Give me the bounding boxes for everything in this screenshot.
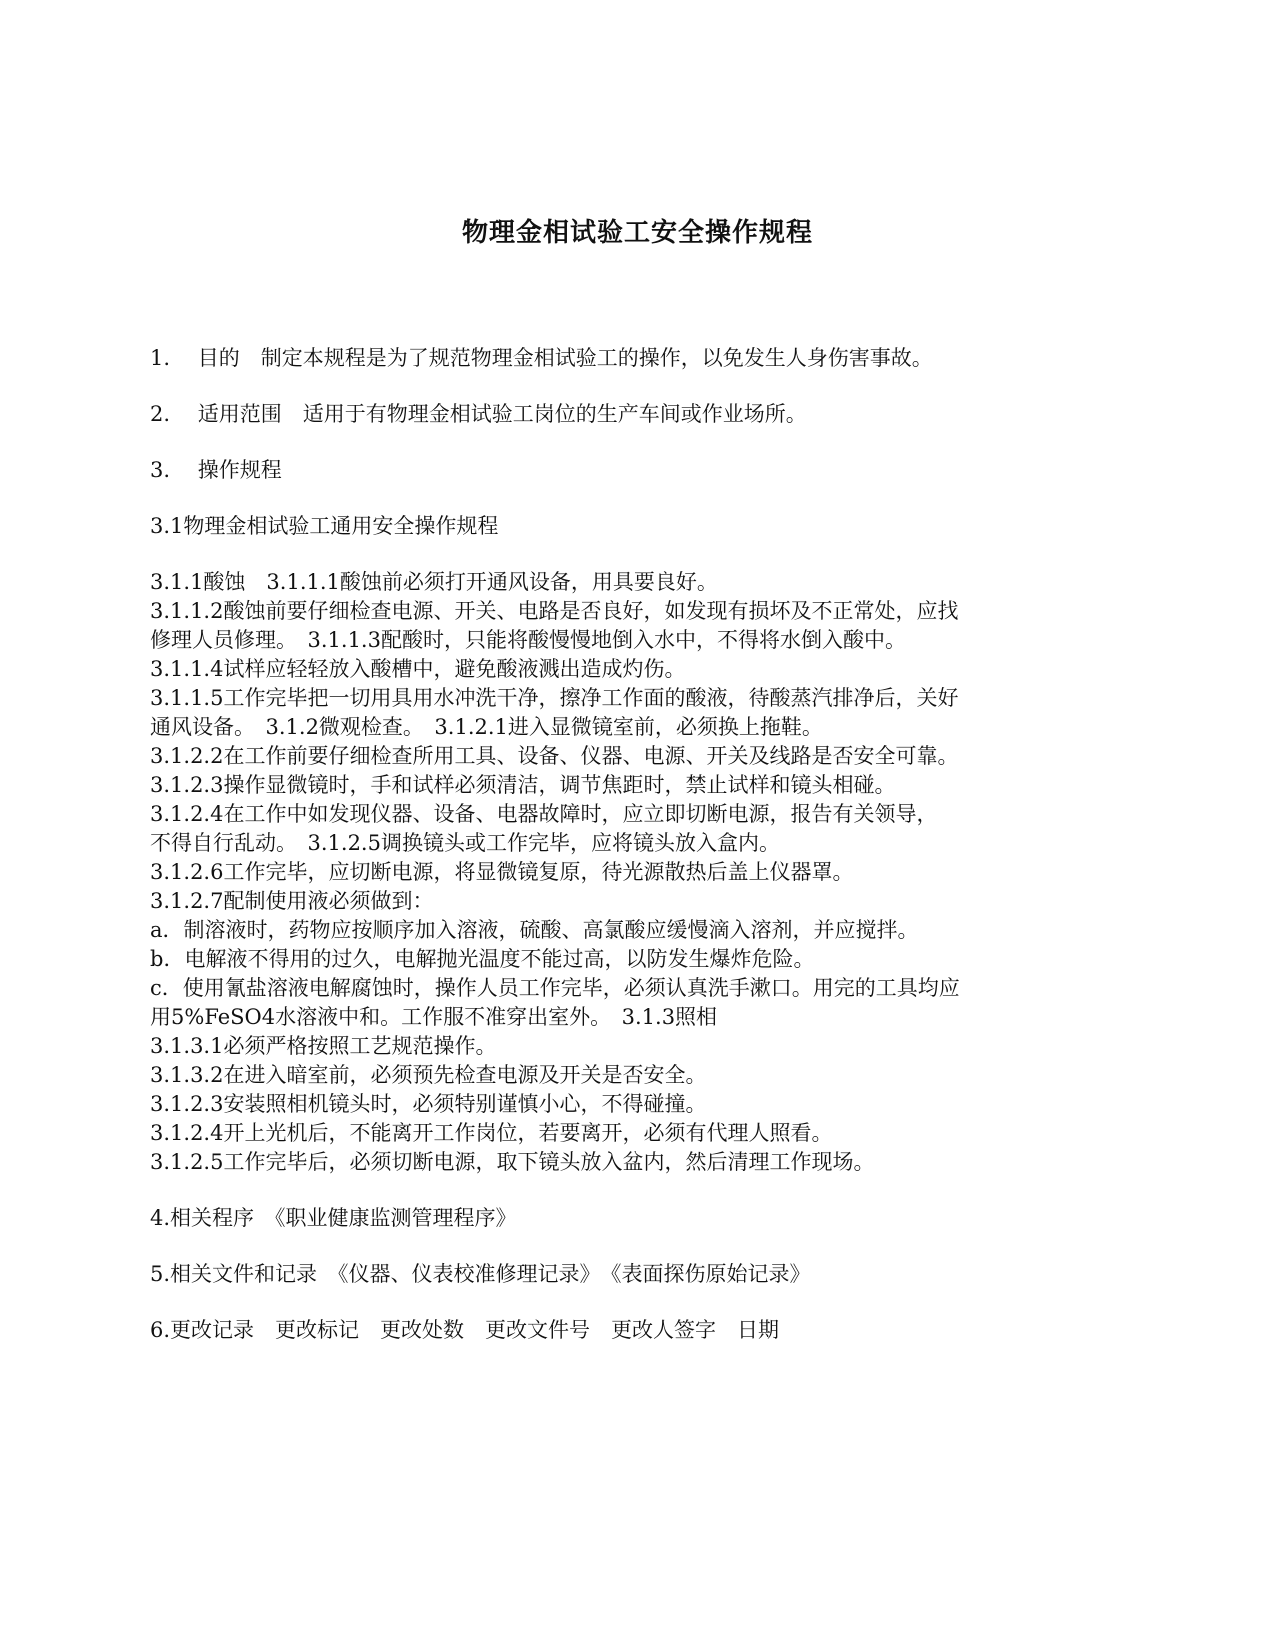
page-title: 物理金相试验工安全操作规程	[461, 218, 813, 248]
section-change-log: 6.更改记录 更改标记 更改处数 更改文件号 更改人签字 日期	[150, 1318, 780, 1342]
list-item-a: a．制溶液时，药物应按顺序加入溶液，硫酸、高氯酸应缓慢滴入溶剂，并应搅拌。	[150, 918, 919, 942]
paragraph-line: 3.1.1.5工作完毕把一切用具用水冲洗干净，擦净工作面的酸液，待酸蒸汽排净后，关好	[150, 686, 959, 710]
paragraph-line: 3.1.2.5工作完毕后，必须切断电源，取下镜头放入盆内，然后清理工作现场。	[150, 1150, 875, 1174]
paragraph-line: 通风设备。 3.1.2微观检查。 3.1.2.1进入显微镜室前，必须换上拖鞋。	[150, 715, 823, 739]
paragraph-line: 3.1.2.3安装照相机镜头时，必须特别谨慎小心，不得碰撞。	[150, 1092, 707, 1116]
paragraph-line: 3.1.2.4在工作中如发现仪器、设备、电器故障时，应立即切断电源，报告有关领导，	[150, 802, 938, 826]
paragraph-line: 3.1.2.2在工作前要仔细检查所用工具、设备、仪器、电源、开关及线路是否安全可靠。	[150, 744, 959, 768]
list-item-c: c．使用氰盐溶液电解腐蚀时，操作人员工作完毕，必须认真洗手漱口。用完的工具均应	[150, 976, 960, 1000]
paragraph-line: 用5%FeSO4水溶液中和。工作服不准穿出室外。 3.1.3照相	[150, 1005, 718, 1029]
subsection-general-rules: 3.1物理金相试验工通用安全操作规程	[150, 514, 499, 538]
paragraph-line: 不得自行乱动。 3.1.2.5调换镜头或工作完毕，应将镜头放入盒内。	[150, 831, 780, 855]
paragraph-line: 3.1.2.7配制使用液必须做到：	[150, 889, 434, 913]
paragraph-line: 3.1.1.2酸蚀前要仔细检查电源、开关、电路是否良好，如发现有损坏及不正常处，应找	[150, 599, 959, 623]
paragraph-line: 3.1.2.3操作显微镜时，手和试样必须清洁，调节焦距时，禁止试样和镜头相碰。	[150, 773, 896, 797]
paragraph-line: 3.1.1酸蚀 3.1.1.1酸蚀前必须打开通风设备，用具要良好。	[150, 570, 718, 594]
paragraph-line: 3.1.2.6工作完毕，应切断电源，将显微镜复原，待光源散热后盖上仪器罩。	[150, 860, 854, 884]
section-procedure: 3. 操作规程	[150, 458, 282, 482]
paragraph-line: 3.1.3.2在进入暗室前，必须预先检查电源及开关是否安全。	[150, 1063, 707, 1087]
paragraph-line: 3.1.2.4开上光机后，不能离开工作岗位，若要离开，必须有代理人照看。	[150, 1121, 833, 1145]
list-item-b: b．电解液不得用的过久，电解抛光温度不能过高，以防发生爆炸危险。	[150, 947, 815, 971]
section-scope: 2. 适用范围 适用于有物理金相试验工岗位的生产车间或作业场所。	[150, 402, 807, 426]
section-related-records: 5.相关文件和记录 《仪器、仪表校准修理记录》 《表面探伤原始记录》	[150, 1262, 811, 1286]
document-body	[150, 344, 1130, 1345]
section-purpose: 1. 目的 制定本规程是为了规范物理金相试验工的操作，以免发生人身伤害事故。	[150, 346, 933, 370]
paragraph-line: 3.1.1.4试样应轻轻放入酸槽中，避免酸液溅出造成灼伤。	[150, 657, 686, 681]
paragraph-line: 修理人员修理。 3.1.1.3配酸时，只能将酸慢慢地倒入水中，不得将水倒入酸中。	[150, 628, 906, 652]
paragraph-line: 3.1.3.1必须严格按照工艺规范操作。	[150, 1034, 497, 1058]
section-related-procedures: 4.相关程序 《职业健康监测管理程序》	[150, 1206, 517, 1230]
